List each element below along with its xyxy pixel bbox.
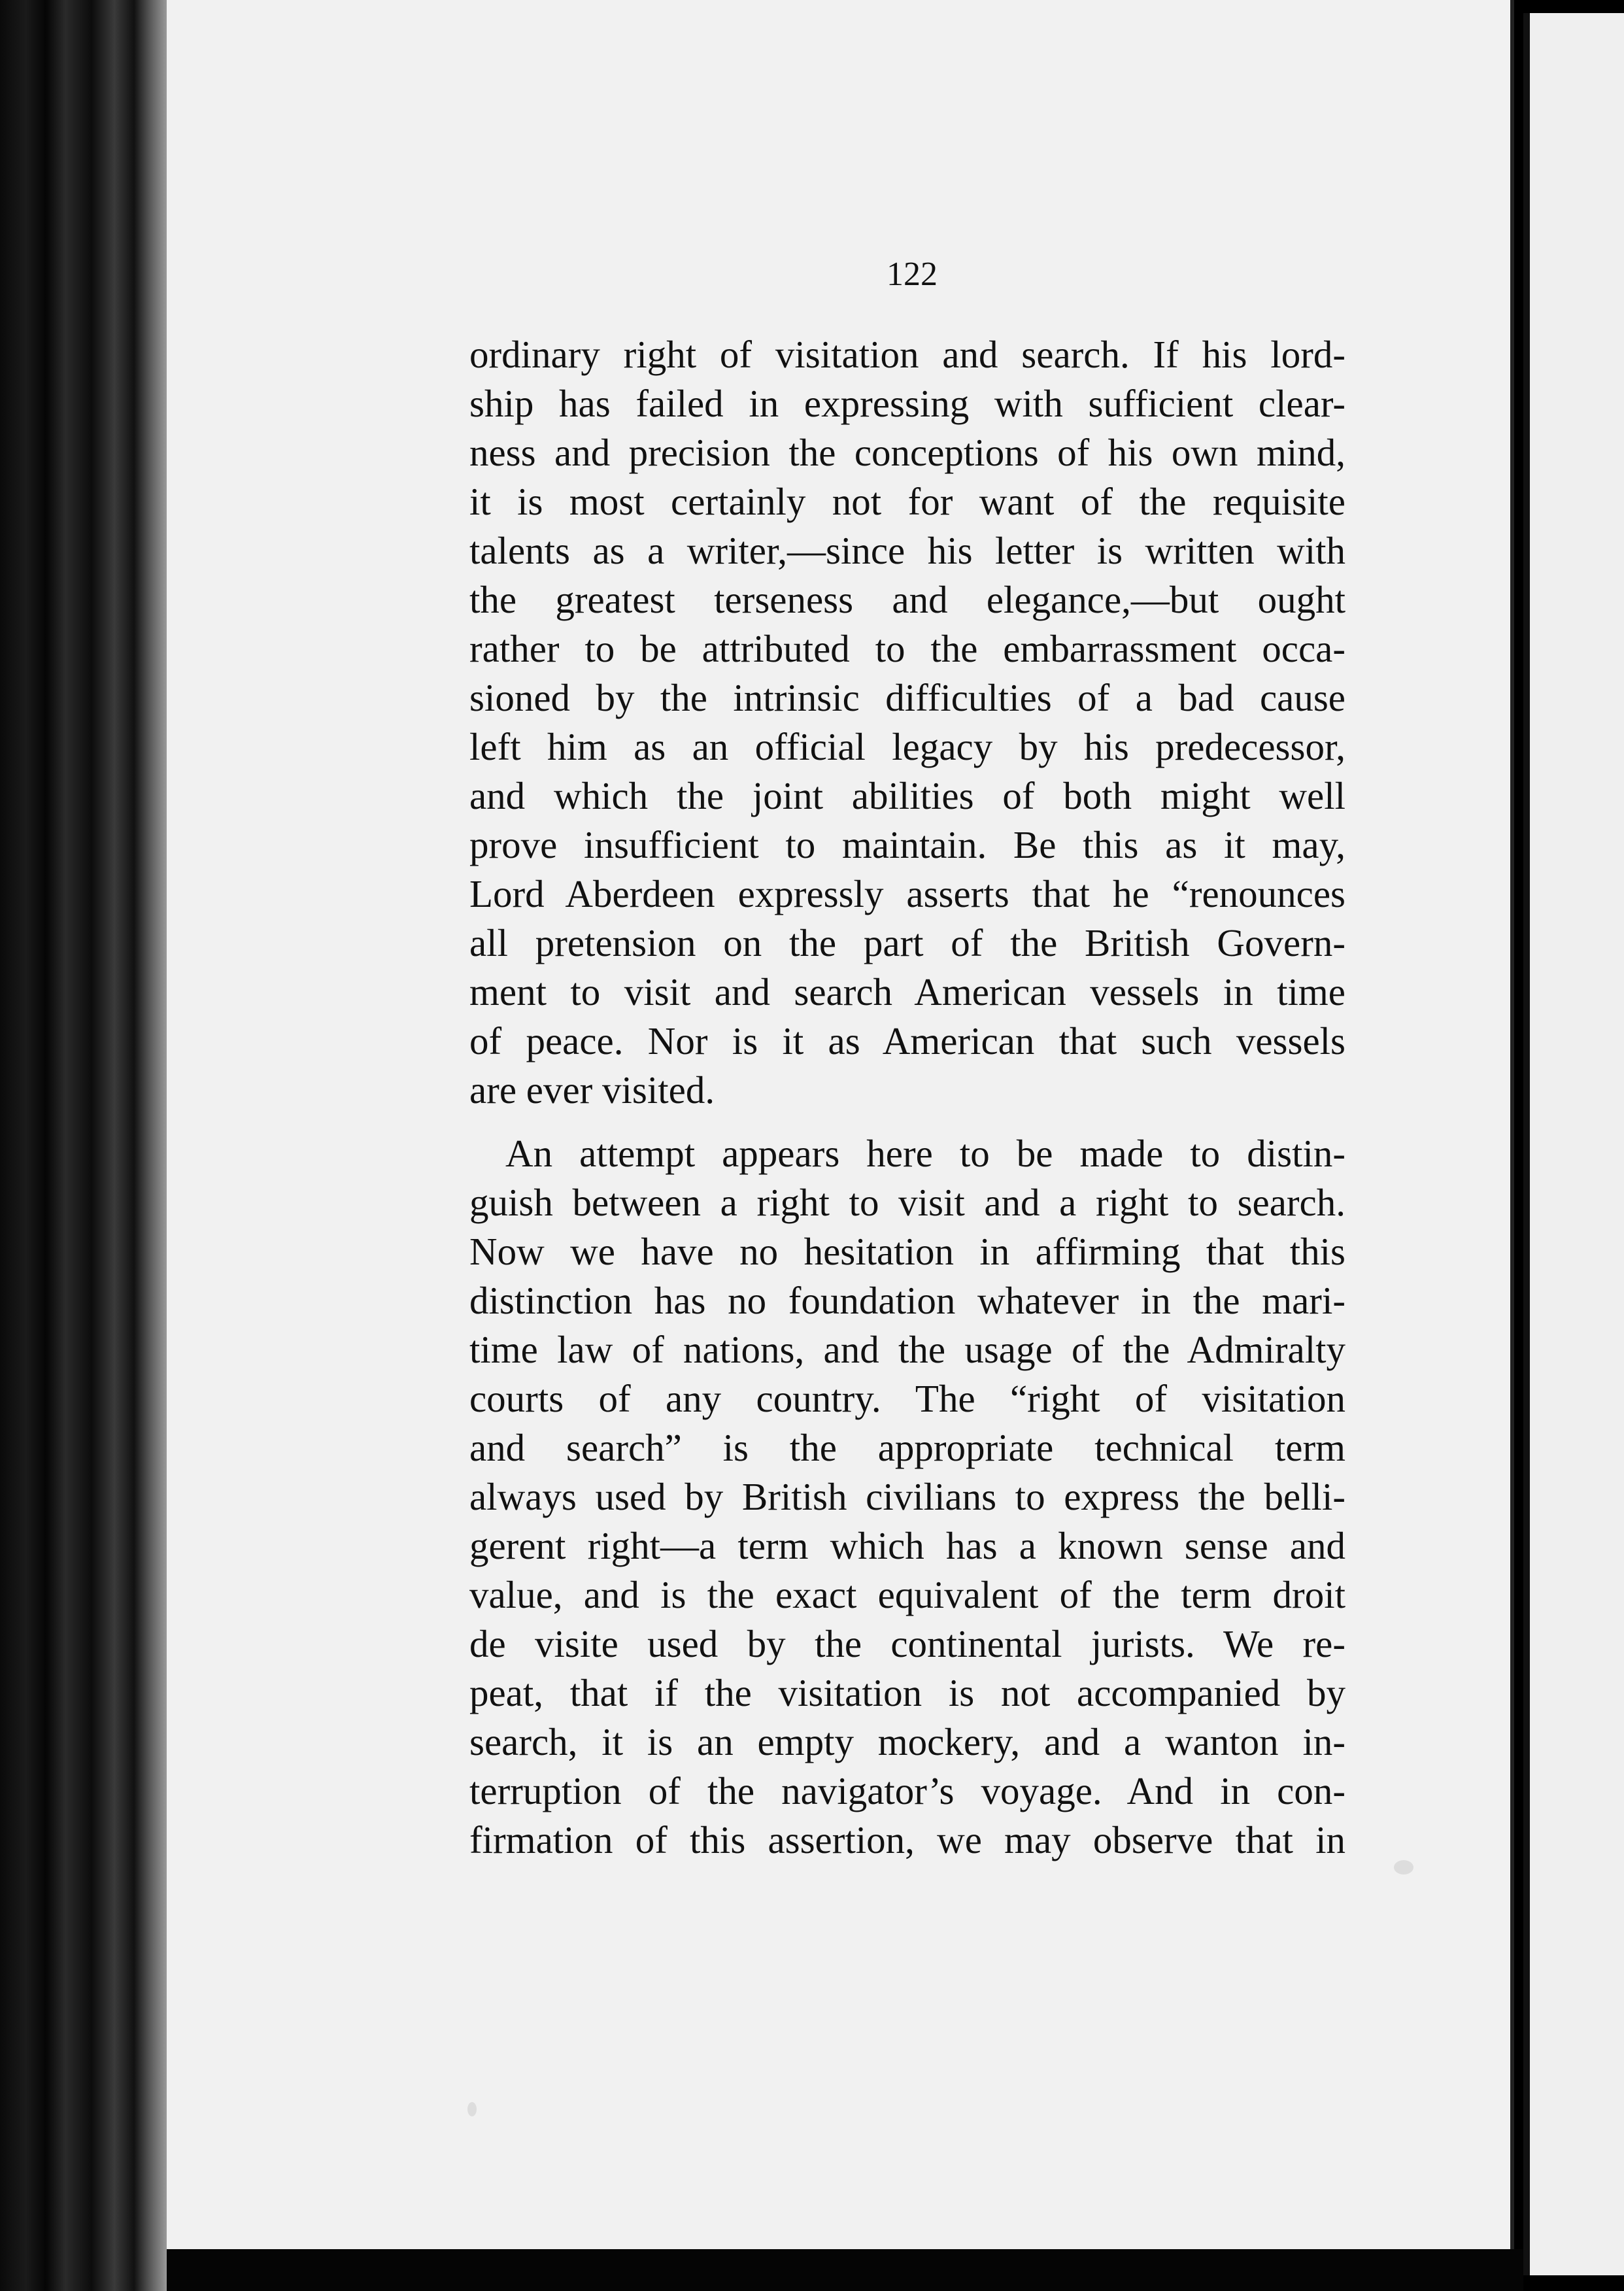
text-line: de visite used by the continental jurists. We re- — [469, 1622, 1345, 1665]
text-line: terruption of the navigator’s voyage. And in con- — [469, 1769, 1345, 1812]
text-line: Lord Aberdeen expressly asserts that he “renounces — [469, 872, 1345, 915]
text-line: distinction has no foundation whatever in the mari- — [469, 1279, 1345, 1322]
text-line: and which the joint abilities of both might well — [469, 774, 1345, 817]
text-line: are ever visited. — [469, 1068, 715, 1112]
text-line: and search” is the appropriate technical term — [469, 1426, 1345, 1469]
text-line: talents as a writer,—since his letter is written with — [469, 529, 1345, 572]
scan-border — [167, 2249, 1523, 2291]
text-line: An attempt appears here to be made to distin- — [505, 1132, 1345, 1175]
text-line: ment to visit and search American vessels in time — [469, 970, 1345, 1013]
text-line: gerent right—a term which has a known sense and — [469, 1524, 1345, 1567]
smudge-mark — [467, 2102, 477, 2116]
text-line: the greatest terseness and elegance,—but ought — [469, 578, 1345, 621]
text-line: value, and is the exact equivalent of the term droit — [469, 1573, 1345, 1616]
next-page-edge — [1523, 13, 1624, 2275]
text-line: of peace. Nor is it as American that such vessels — [469, 1019, 1345, 1062]
text-line: always used by British civilians to express the belli- — [469, 1475, 1345, 1518]
text-line: Now we have no hesitation in affirming that this — [469, 1230, 1345, 1273]
paragraph-1 — [469, 330, 1345, 1115]
book-spine — [0, 0, 177, 2291]
text-line: courts of any country. The “right of visitation — [469, 1377, 1345, 1420]
text-line: rather to be attributed to the embarrassment occa- — [469, 627, 1345, 670]
text-line: ness and precision the conceptions of his own mind, — [469, 431, 1345, 474]
text-line: ship has failed in expressing with sufficient clear- — [469, 382, 1345, 425]
text-line: peat, that if the visitation is not accompanied by — [469, 1671, 1345, 1714]
text-line: it is most certainly not for want of the requisite — [469, 480, 1345, 523]
text-line: firmation of this assertion, we may observe that in — [469, 1818, 1345, 1861]
text-line: ordinary right of visitation and search. If his lord- — [469, 333, 1345, 376]
body-text — [469, 330, 1345, 1865]
smudge-mark — [1394, 1860, 1413, 1875]
text-line: search, it is an empty mockery, and a wanton in- — [469, 1720, 1345, 1763]
paragraph-2 — [469, 1129, 1345, 1865]
page-number: 122 — [887, 256, 938, 293]
text-line: all pretension on the part of the British Govern- — [469, 921, 1345, 964]
text-line: left him as an official legacy by his predecessor, — [469, 725, 1345, 768]
text-line: sioned by the intrinsic difficulties of a bad cause — [469, 676, 1345, 719]
text-line: prove insufficient to maintain. Be this as it may, — [469, 823, 1345, 866]
text-line: time law of nations, and the usage of the Admiralty — [469, 1328, 1345, 1371]
text-line: guish between a right to visit and a right to search. — [469, 1181, 1345, 1224]
